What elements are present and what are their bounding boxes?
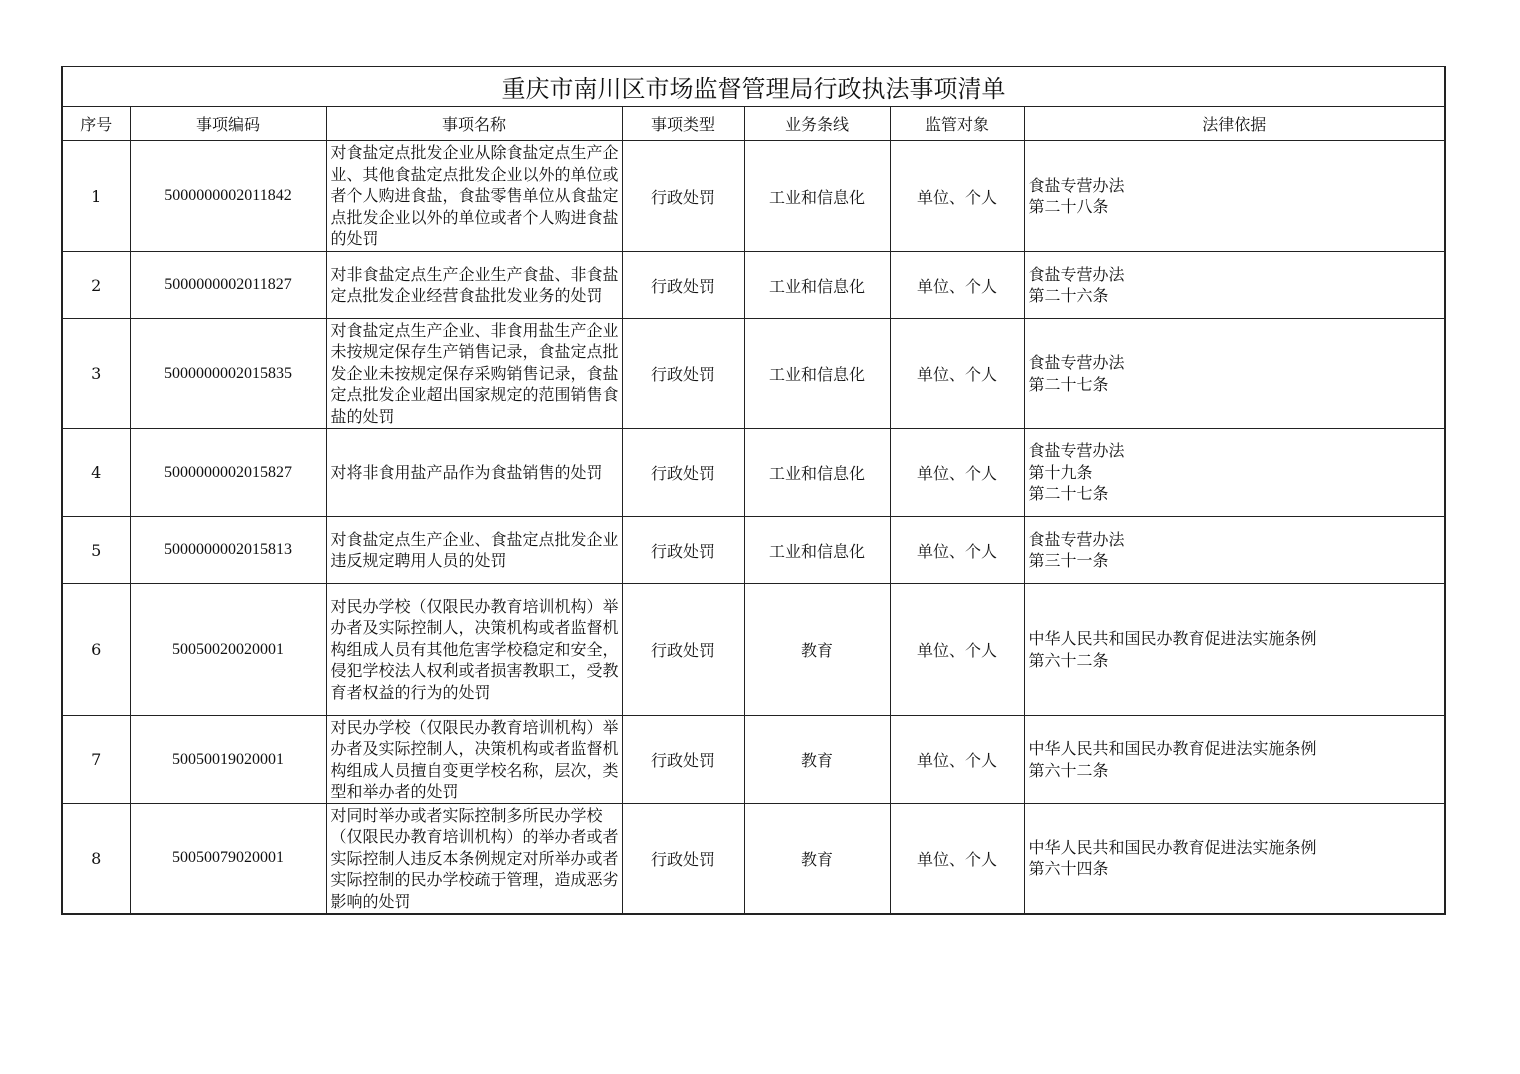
law-article: 第三十一条 bbox=[1028, 551, 1109, 570]
table-row bbox=[62, 429, 1445, 517]
row-type: 行政处罚 bbox=[622, 584, 744, 716]
row-code: 50050020020001 bbox=[130, 584, 326, 716]
row-legal-basis bbox=[1024, 141, 1445, 252]
law-article: 第六十四条 bbox=[1028, 859, 1109, 879]
row-business-line: 教育 bbox=[744, 584, 890, 716]
row-name: 对民办学校（仅限民办教育培训机构）举办者及实际控制人，决策机构或者监督机构组成人员有其他危害学校稳定和安全，侵犯学校法人权利或者损害教职工，受教育者权益的行为的处罚 bbox=[326, 584, 622, 716]
law-article: 第二十八条 bbox=[1028, 197, 1109, 216]
row-type: 行政处罚 bbox=[622, 517, 744, 584]
law-article: 第二十六条 bbox=[1028, 286, 1109, 305]
row-seq: 4 bbox=[62, 429, 130, 517]
law-name: 中华人民共和国民办教育促进法实施条例 bbox=[1028, 629, 1317, 648]
row-business-line: 工业和信息化 bbox=[744, 429, 890, 517]
row-target: 单位、个人 bbox=[890, 716, 1024, 804]
row-business-line: 教育 bbox=[744, 804, 890, 914]
header-seq: 序号 bbox=[62, 107, 130, 141]
table-row bbox=[62, 319, 1445, 429]
header-code: 事项编码 bbox=[130, 107, 326, 141]
row-seq: 8 bbox=[62, 804, 130, 914]
row-business-line: 工业和信息化 bbox=[744, 252, 890, 319]
law-name: 食盐专营办法 bbox=[1028, 264, 1125, 284]
row-type: 行政处罚 bbox=[622, 319, 744, 429]
row-name: 对食盐定点批发企业从除食盐定点生产企业、其他食盐定点批发企业以外的单位或者个人购进食盐，食盐零售单位从食盐定点批发企业以外的单位或者个人购进食盐的处罚 bbox=[326, 141, 622, 252]
row-business-line: 工业和信息化 bbox=[744, 517, 890, 584]
row-name: 对民办学校（仅限民办教育培训机构）举办者及实际控制人，决策机构或者监督机构组成人员擅自变更学校名称，层次，类型和举办者的处罚 bbox=[326, 716, 622, 804]
row-legal-basis bbox=[1024, 804, 1445, 914]
header-type: 事项类型 bbox=[622, 107, 744, 141]
row-legal-basis bbox=[1024, 517, 1445, 584]
row-type: 行政处罚 bbox=[622, 252, 744, 319]
header-business-line: 业务条线 bbox=[744, 107, 890, 141]
table-row bbox=[62, 141, 1445, 252]
row-seq: 3 bbox=[62, 319, 130, 429]
row-type: 行政处罚 bbox=[622, 716, 744, 804]
row-type: 行政处罚 bbox=[622, 141, 744, 252]
table-row bbox=[62, 584, 1445, 716]
row-seq: 5 bbox=[62, 517, 130, 584]
row-legal-basis bbox=[1024, 716, 1445, 804]
row-legal-basis bbox=[1024, 319, 1445, 429]
table-row bbox=[62, 804, 1445, 914]
title-row bbox=[62, 67, 1445, 107]
row-name: 对非食盐定点生产企业生产食盐、非食盐定点批发企业经营食盐批发业务的处罚 bbox=[326, 252, 622, 319]
row-legal-basis bbox=[1024, 584, 1445, 716]
law-name: 中华人民共和国民办教育促进法实施条例 bbox=[1028, 837, 1317, 857]
header-row bbox=[62, 107, 1445, 141]
row-code: 5000000002011842 bbox=[130, 141, 326, 252]
row-seq: 6 bbox=[62, 584, 130, 716]
row-business-line: 工业和信息化 bbox=[744, 141, 890, 252]
table-row bbox=[62, 517, 1445, 584]
row-target: 单位、个人 bbox=[890, 252, 1024, 319]
row-code: 5000000002015835 bbox=[130, 319, 326, 429]
law-name: 食盐专营办法 bbox=[1028, 353, 1125, 372]
law-name: 食盐专营办法 bbox=[1028, 441, 1125, 461]
enforcement-items-table bbox=[61, 66, 1446, 915]
row-seq: 1 bbox=[62, 141, 130, 252]
sheet-title: 重庆市南川区市场监督管理局行政执法事项清单 bbox=[62, 67, 1445, 107]
table-row bbox=[62, 716, 1445, 804]
row-target: 单位、个人 bbox=[890, 517, 1024, 584]
row-legal-basis bbox=[1024, 429, 1445, 517]
row-legal-basis bbox=[1024, 252, 1445, 319]
row-target: 单位、个人 bbox=[890, 804, 1024, 914]
header-target: 监管对象 bbox=[890, 107, 1024, 141]
header-legal-basis: 法律依据 bbox=[1024, 107, 1445, 141]
row-name: 对食盐定点生产企业、非食用盐生产企业未按规定保存生产销售记录，食盐定点批发企业未按规定保存采购销售记录，食盐定点批发企业超出国家规定的范围销售食盐的处罚 bbox=[326, 319, 622, 429]
row-code: 5000000002011827 bbox=[130, 252, 326, 319]
row-seq: 7 bbox=[62, 716, 130, 804]
law-article: 第二十七条 bbox=[1028, 374, 1109, 394]
row-code: 5000000002015827 bbox=[130, 429, 326, 517]
row-type: 行政处罚 bbox=[622, 804, 744, 914]
law-article: 第十九条 bbox=[1028, 462, 1093, 482]
law-article: 第二十七条 bbox=[1028, 484, 1109, 504]
row-target: 单位、个人 bbox=[890, 429, 1024, 517]
row-code: 50050079020001 bbox=[130, 804, 326, 914]
row-target: 单位、个人 bbox=[890, 584, 1024, 716]
row-business-line: 工业和信息化 bbox=[744, 319, 890, 429]
table-row bbox=[62, 252, 1445, 319]
row-name: 对食盐定点生产企业、食盐定点批发企业违反规定聘用人员的处罚 bbox=[326, 517, 622, 584]
row-code: 5000000002015813 bbox=[130, 517, 326, 584]
law-article: 第六十二条 bbox=[1028, 650, 1109, 670]
law-article: 第六十二条 bbox=[1028, 760, 1109, 780]
row-code: 50050019020001 bbox=[130, 716, 326, 804]
row-name: 对同时举办或者实际控制多所民办学校（仅限民办教育培训机构）的举办者或者实际控制人违反本条例规定对所举办或者实际控制的民办学校疏于管理，造成恶劣影响的处罚 bbox=[326, 804, 622, 914]
law-name: 中华人民共和国民办教育促进法实施条例 bbox=[1028, 739, 1317, 758]
row-name: 对将非食用盐产品作为食盐销售的处罚 bbox=[326, 429, 622, 517]
row-business-line: 教育 bbox=[744, 716, 890, 804]
row-seq: 2 bbox=[62, 252, 130, 319]
row-target: 单位、个人 bbox=[890, 141, 1024, 252]
law-name: 食盐专营办法 bbox=[1028, 529, 1125, 549]
header-name: 事项名称 bbox=[326, 107, 622, 141]
law-name: 食盐专营办法 bbox=[1028, 175, 1125, 195]
row-target: 单位、个人 bbox=[890, 319, 1024, 429]
row-type: 行政处罚 bbox=[622, 429, 744, 517]
